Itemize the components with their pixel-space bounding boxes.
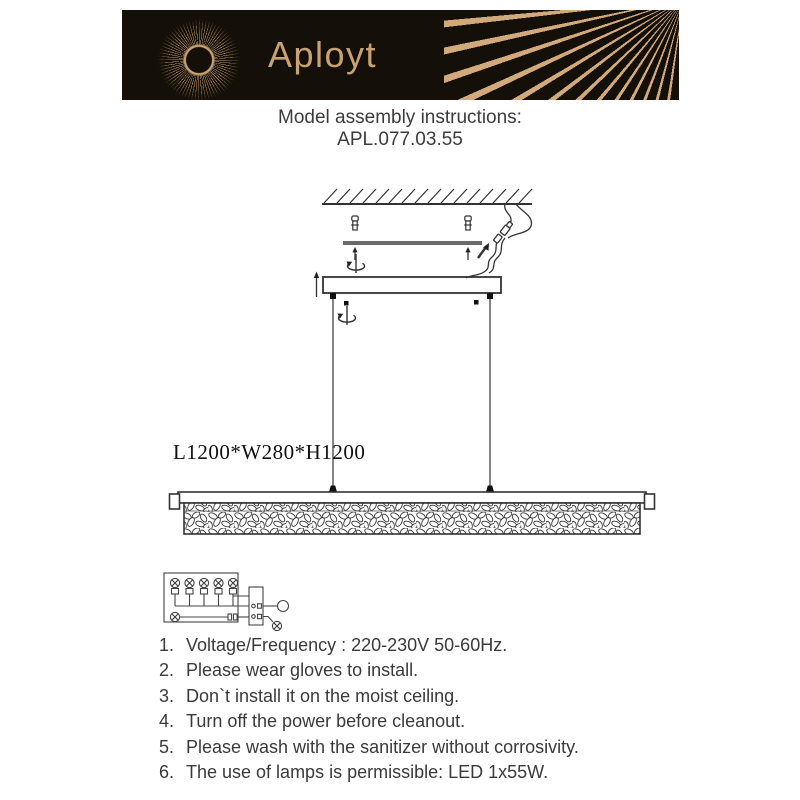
plate-screws: [352, 247, 470, 260]
cable-glands: [330, 293, 493, 306]
instruction-list: [150, 633, 750, 785]
item-number: 5.: [159, 736, 175, 757]
item-number: 3.: [159, 685, 175, 706]
list-item: [150, 684, 750, 709]
rotate-icon: [338, 306, 356, 325]
rotate-icon: [347, 254, 365, 273]
item-number: 6.: [159, 762, 175, 783]
ceiling: [322, 189, 532, 204]
list-item: [150, 633, 750, 658]
model-number: APL.077.03.55: [337, 129, 463, 150]
list-item: [150, 658, 750, 683]
canopy: [323, 277, 501, 293]
dimension-label: L1200*W280*H1200: [173, 440, 366, 464]
brand-name: Aployt: [268, 34, 378, 75]
item-number: 4.: [159, 711, 175, 732]
wiring-diagram: [164, 573, 289, 631]
item-number: 2.: [159, 660, 175, 681]
page-title: Model assembly instructions:: [278, 107, 522, 128]
anchor-bolts: [351, 216, 472, 230]
item-text: Please wear gloves to install.: [186, 660, 419, 681]
item-text: Don`t install it on the moist ceiling.: [186, 685, 460, 706]
item-number: 1.: [159, 635, 175, 655]
item-text: Please wash with the sanitizer without corrosivity.: [186, 736, 579, 757]
list-item: [150, 735, 750, 760]
list-item: [150, 709, 750, 734]
item-text: The use of lamps is permissible: LED 1x55W.: [186, 762, 549, 783]
light-fixture: [170, 486, 655, 535]
lift-arrow-icon: [314, 272, 319, 298]
item-text: Voltage/Frequency : 220-230V 50-60Hz.: [186, 635, 508, 655]
item-text: Turn off the power before cleanout.: [186, 711, 466, 732]
list-item: [150, 760, 750, 785]
